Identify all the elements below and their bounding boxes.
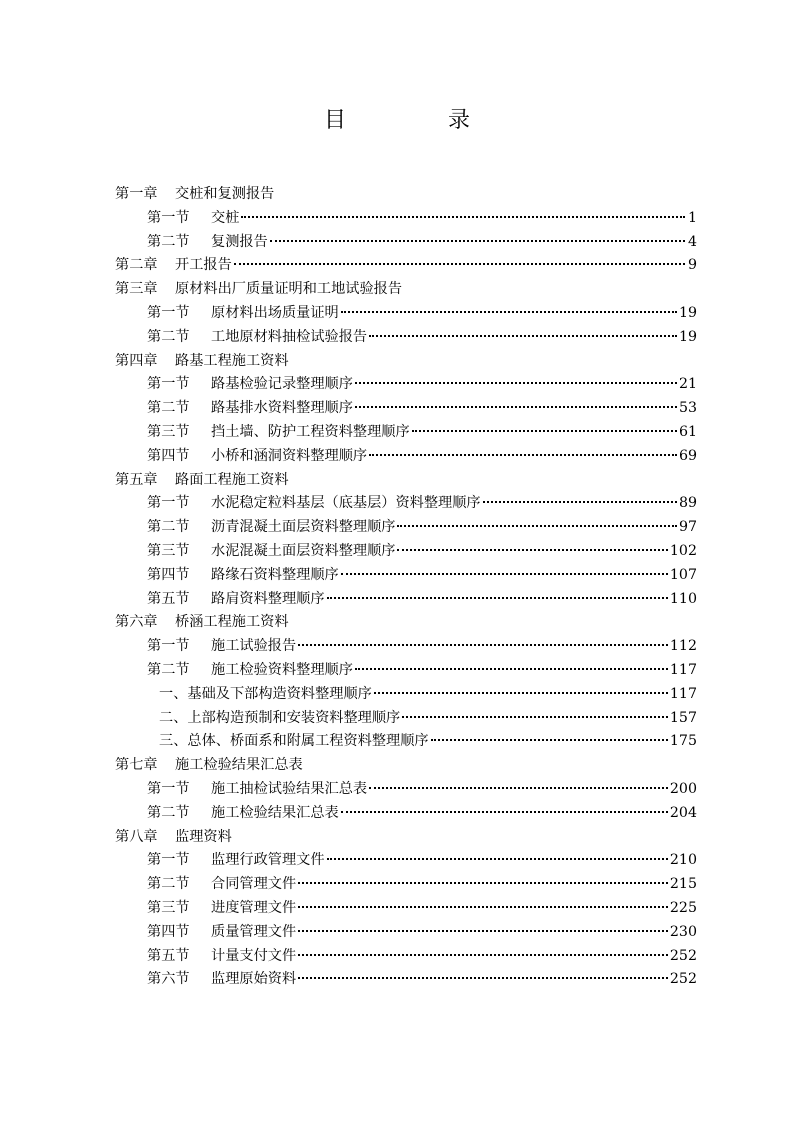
toc-entry-label xyxy=(147,635,296,655)
toc-entry-number: 一、 xyxy=(159,685,188,702)
toc-page-number: 19 xyxy=(678,304,697,321)
toc-entry-label xyxy=(159,683,372,703)
dot-leader xyxy=(369,454,677,456)
toc-entry-label xyxy=(147,564,339,584)
toc-entry-title: 水泥稳定粒料基层（底基层）资料整理顺序 xyxy=(211,495,481,512)
toc-page-number: 61 xyxy=(678,423,697,440)
toc-chapter[interactable] xyxy=(115,254,697,278)
toc-entry-label xyxy=(147,445,367,465)
toc-entry-title: 总体、桥面系和附属工程资料整理顺序 xyxy=(187,733,429,750)
toc-entry-label xyxy=(147,849,325,869)
dot-leader xyxy=(374,692,668,694)
toc-entry-number: 第一章 xyxy=(115,186,158,202)
toc-section[interactable] xyxy=(115,849,697,873)
toc-entry-label xyxy=(115,278,402,298)
toc-page-number: 117 xyxy=(669,661,697,678)
toc-entry-title: 路缘石资料整理顺序 xyxy=(211,566,339,583)
toc-section[interactable] xyxy=(115,778,697,802)
toc-entry-title: 质量管理文件 xyxy=(211,923,297,940)
toc-entry-label xyxy=(115,183,274,203)
page-title: 目 录 xyxy=(323,108,510,133)
dot-leader xyxy=(241,216,685,218)
toc-section[interactable] xyxy=(115,659,697,683)
toc-entry-title: 施工检验结果汇总表 xyxy=(211,804,339,821)
toc-section[interactable] xyxy=(115,207,697,231)
toc-entry-label xyxy=(147,397,353,417)
dot-leader xyxy=(327,597,668,599)
toc-entry-label xyxy=(147,968,296,988)
toc-entry-title: 交桩和复测报告 xyxy=(175,186,275,202)
toc-page-number: 110 xyxy=(669,590,697,607)
toc-entry-title: 施工检验资料整理顺序 xyxy=(211,661,353,678)
toc-entry-label xyxy=(147,588,325,608)
dot-leader xyxy=(355,382,677,384)
toc-entry-number: 第一节 xyxy=(147,209,190,226)
dot-leader xyxy=(298,882,668,884)
toc-entry-title: 基础及下部构造资料整理顺序 xyxy=(187,685,372,702)
toc-page-number: 97 xyxy=(678,519,697,536)
toc-page-number: 215 xyxy=(669,876,697,893)
toc-entry-number: 第五节 xyxy=(147,947,190,964)
toc-entry-label xyxy=(147,921,296,941)
table-of-contents xyxy=(115,183,697,992)
toc-entry-label xyxy=(147,778,367,798)
toc-page-number: 69 xyxy=(678,447,697,464)
toc-chapter[interactable] xyxy=(115,754,697,778)
toc-entry-title: 原材料出场质量证明 xyxy=(211,304,339,321)
toc-entry-label xyxy=(147,326,367,346)
toc-page-number: 89 xyxy=(678,495,697,512)
toc-entry-number: 第一节 xyxy=(147,638,190,655)
toc-page-number: 21 xyxy=(678,376,697,393)
toc-entry-label xyxy=(147,492,481,512)
toc-entry-label xyxy=(115,350,289,370)
toc-chapter[interactable] xyxy=(115,826,697,850)
toc-chapter[interactable] xyxy=(115,469,697,493)
toc-entry-number: 第二节 xyxy=(147,876,190,893)
toc-entry-title: 监理原始资料 xyxy=(211,971,297,988)
toc-entry-label xyxy=(147,802,339,822)
toc-chapter[interactable] xyxy=(115,350,697,374)
toc-entry-number: 第五章 xyxy=(115,471,158,488)
toc-chapter[interactable] xyxy=(115,183,697,207)
toc-section[interactable] xyxy=(115,873,697,897)
dot-leader xyxy=(483,501,677,503)
toc-section[interactable] xyxy=(115,588,697,612)
dot-leader xyxy=(402,716,668,718)
toc-section[interactable] xyxy=(115,945,697,969)
toc-entry-label xyxy=(115,754,303,774)
toc-entry-title: 路肩资料整理顺序 xyxy=(211,590,325,607)
toc-entry-number: 第四章 xyxy=(115,352,158,369)
toc-page-number: 102 xyxy=(669,542,697,559)
toc-entry-number: 第二节 xyxy=(147,328,190,345)
toc-section[interactable] xyxy=(115,564,697,588)
dot-leader xyxy=(412,430,677,432)
toc-entry-title: 交桩 xyxy=(211,209,240,226)
toc-entry-label xyxy=(115,254,232,274)
toc-entry-number: 第二节 xyxy=(147,804,190,821)
toc-entry-label xyxy=(147,945,296,965)
toc-entry-number: 第三节 xyxy=(147,542,190,559)
toc-entry-title: 施工检验结果汇总表 xyxy=(175,757,303,774)
toc-entry-title: 沥青混凝土面层资料整理顺序 xyxy=(211,519,396,536)
toc-entry-label xyxy=(147,873,296,893)
toc-entry-number: 第二节 xyxy=(147,519,190,536)
toc-chapter[interactable] xyxy=(115,278,697,302)
toc-entry-number: 第三节 xyxy=(147,899,190,916)
toc-entry-title: 合同管理文件 xyxy=(211,876,297,893)
toc-entry-title: 施工抽检试验结果汇总表 xyxy=(211,780,368,797)
toc-page-number: 252 xyxy=(669,971,697,988)
toc-entry-number: 第四节 xyxy=(147,566,190,583)
toc-page-number: 225 xyxy=(669,899,697,916)
toc-section[interactable] xyxy=(115,540,697,564)
toc-entry-number: 第四节 xyxy=(147,923,190,940)
toc-entry-label xyxy=(147,302,339,322)
dot-leader xyxy=(298,977,668,979)
toc-entry-number: 第二节 xyxy=(147,400,190,417)
toc-entry-title: 施工试验报告 xyxy=(211,638,297,655)
toc-subsection[interactable] xyxy=(115,683,697,707)
toc-entry-title: 复测报告 xyxy=(211,233,268,250)
toc-entry-title: 挡土墙、防护工程资料整理顺序 xyxy=(211,423,410,440)
toc-entry-number: 第八章 xyxy=(115,828,158,845)
toc-page-number: 112 xyxy=(669,638,697,655)
dot-leader xyxy=(369,335,677,337)
toc-chapter[interactable] xyxy=(115,611,697,635)
toc-page-number: 175 xyxy=(669,733,697,750)
toc-entry-number: 第六章 xyxy=(115,614,158,631)
toc-entry-number: 第五节 xyxy=(147,590,190,607)
toc-entry-number: 第一节 xyxy=(147,304,190,321)
dot-leader xyxy=(355,406,677,408)
dot-leader xyxy=(369,787,668,789)
toc-page-number: 252 xyxy=(669,947,697,964)
toc-page-number: 1 xyxy=(687,209,697,226)
toc-entry-label xyxy=(147,421,410,441)
toc-entry-label xyxy=(115,611,289,631)
toc-entry-label xyxy=(159,707,400,727)
toc-entry-label xyxy=(159,730,429,750)
toc-entry-number: 二、 xyxy=(159,709,188,726)
toc-page-number: 210 xyxy=(669,852,697,869)
dot-leader xyxy=(298,644,668,646)
dot-leader xyxy=(270,240,685,242)
toc-subsection[interactable] xyxy=(115,707,697,731)
toc-entry-label xyxy=(147,373,353,393)
toc-entry-title: 路基排水资料整理顺序 xyxy=(211,400,353,417)
toc-entry-title: 监理资料 xyxy=(175,828,232,845)
toc-entry-title: 上部构造预制和安装资料整理顺序 xyxy=(187,709,401,726)
toc-page-number: 117 xyxy=(669,685,697,702)
toc-section[interactable] xyxy=(115,492,697,516)
toc-section[interactable] xyxy=(115,921,697,945)
dot-leader xyxy=(355,668,668,670)
toc-entry-number: 第二节 xyxy=(147,233,190,250)
toc-page-number: 107 xyxy=(669,566,697,583)
toc-entry-number: 第一节 xyxy=(147,376,190,393)
toc-entry-number: 第三章 xyxy=(115,281,158,298)
toc-subsection[interactable] xyxy=(115,730,697,754)
dot-leader xyxy=(341,311,677,313)
toc-entry-number: 第二章 xyxy=(115,257,158,274)
toc-page-number: 4 xyxy=(687,233,697,250)
toc-section[interactable] xyxy=(115,802,697,826)
toc-section[interactable] xyxy=(115,421,697,445)
toc-entry-title: 开工报告 xyxy=(175,257,232,274)
toc-entry-title: 路基检验记录整理顺序 xyxy=(211,376,353,393)
toc-entry-title: 监理行政管理文件 xyxy=(211,852,325,869)
toc-entry-title: 原材料出厂质量证明和工地试验报告 xyxy=(175,281,403,298)
toc-section[interactable] xyxy=(115,635,697,659)
toc-section[interactable] xyxy=(115,373,697,397)
toc-section[interactable] xyxy=(115,968,697,992)
toc-page-number: 230 xyxy=(669,923,697,940)
toc-entry-number: 第一节 xyxy=(147,852,190,869)
toc-entry-title: 水泥混凝土面层资料整理顺序 xyxy=(211,542,396,559)
toc-entry-title: 工地原材料抽检试验报告 xyxy=(211,328,368,345)
toc-entry-number: 第四节 xyxy=(147,447,190,464)
toc-entry-label xyxy=(115,469,289,489)
toc-entry-label xyxy=(147,207,239,227)
toc-section[interactable] xyxy=(115,516,697,540)
toc-entry-label xyxy=(147,659,353,679)
toc-entry-title: 小桥和涵洞资料整理顺序 xyxy=(211,447,368,464)
toc-entry-number: 第一节 xyxy=(147,495,190,512)
toc-entry-number: 第七章 xyxy=(115,757,158,774)
toc-section[interactable] xyxy=(115,445,697,469)
toc-entry-number: 三、 xyxy=(159,733,188,750)
toc-section[interactable] xyxy=(115,897,697,921)
toc-entry-title: 进度管理文件 xyxy=(211,899,297,916)
toc-entry-number: 第六节 xyxy=(147,971,190,988)
toc-page-number: 204 xyxy=(669,804,697,821)
dot-leader xyxy=(298,906,668,908)
toc-entry-title: 桥涵工程施工资料 xyxy=(175,614,289,631)
dot-leader xyxy=(397,549,667,551)
toc-entry-title: 路面工程施工资料 xyxy=(175,471,289,488)
toc-section[interactable] xyxy=(115,326,697,350)
dot-leader xyxy=(341,573,668,575)
toc-page-number: 200 xyxy=(669,780,697,797)
toc-entry-label xyxy=(147,231,268,251)
dot-leader xyxy=(234,263,685,265)
toc-entry-label xyxy=(147,540,395,560)
toc-page-number: 9 xyxy=(687,257,697,274)
toc-entry-title: 路基工程施工资料 xyxy=(175,352,289,369)
toc-entry-label xyxy=(147,516,395,536)
toc-entry-label xyxy=(115,826,232,846)
dot-leader xyxy=(298,930,668,932)
toc-entry-label xyxy=(147,897,296,917)
dot-leader xyxy=(397,525,676,527)
toc-page-number: 157 xyxy=(669,709,697,726)
dot-leader xyxy=(327,858,668,860)
toc-entry-number: 第三节 xyxy=(147,423,190,440)
toc-page-number: 53 xyxy=(678,400,697,417)
toc-entry-number: 第一节 xyxy=(147,780,190,797)
toc-entry-title: 计量支付文件 xyxy=(211,947,297,964)
dot-leader xyxy=(298,954,668,956)
toc-entry-number: 第二节 xyxy=(147,661,190,678)
toc-section[interactable] xyxy=(115,231,697,255)
toc-section[interactable] xyxy=(115,302,697,326)
dot-leader xyxy=(341,811,668,813)
dot-leader xyxy=(431,739,668,741)
toc-section[interactable] xyxy=(115,397,697,421)
toc-page-number: 19 xyxy=(678,328,697,345)
